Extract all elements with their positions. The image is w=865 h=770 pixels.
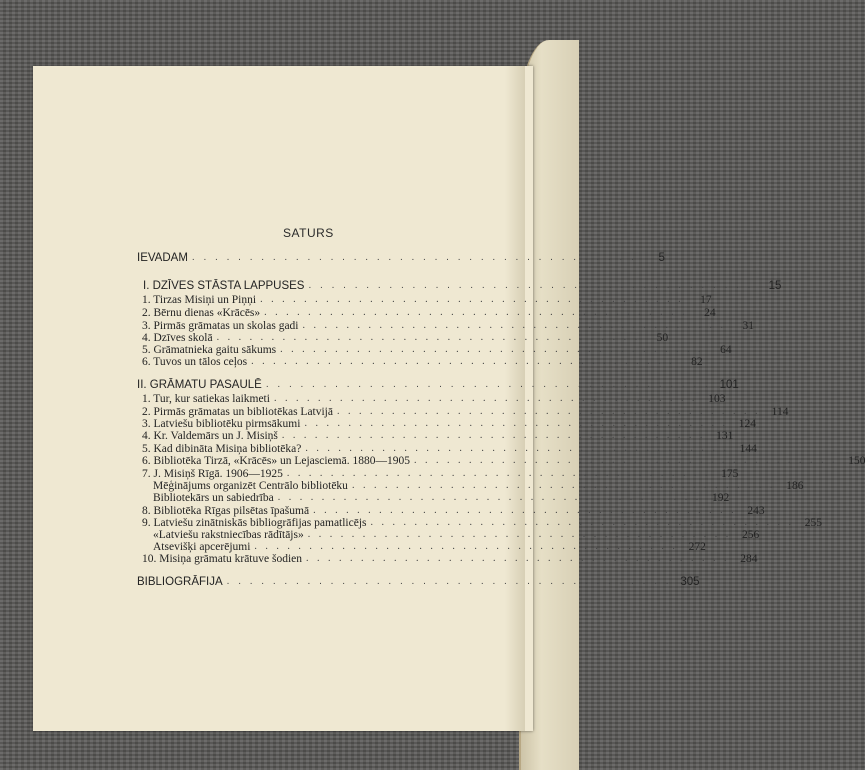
toc-entry-page-number: 24 bbox=[704, 307, 716, 319]
toc-entry-page-number: 256 bbox=[741, 529, 760, 541]
toc-entry bbox=[142, 428, 734, 442]
toc-entry-page-number: 144 bbox=[739, 443, 757, 455]
toc-entry-label: 5. Kad dibināta Misiņa bibliotēka? bbox=[142, 443, 302, 455]
toc-leader-dots: . . . . . . . . . . . . . . . . . . . . . . . . . . . . . . . . . . . . . . . bbox=[191, 252, 637, 263]
toc-entry-page-number: 82 bbox=[691, 356, 703, 368]
toc-entry-label: BIBLIOGRĀFIJA bbox=[137, 576, 223, 588]
toc-entry bbox=[142, 453, 865, 467]
toc-leader-dots: . . . . . . . . . . . . . . . . . . . . . . . . . . . . . . . . . . . . . . . bbox=[286, 468, 711, 479]
toc-entry-label: 2. Pirmās grāmatas un bibliotēkas Latvijā bbox=[142, 406, 333, 418]
toc-entry-label: 6. Tuvos un tālos ceļos bbox=[142, 356, 248, 368]
toc-entry-label: 6. Bibliotēka Tirzā, «Krācēs» un Lejasciemā. 1880—1905 bbox=[142, 455, 410, 467]
toc-entry bbox=[142, 391, 726, 405]
toc-entry-label: 3. Pirmās grāmatas un skolas gadi bbox=[142, 320, 299, 332]
toc-leader-dots: . . . . . . . . . . . . . . . . . . . . . . . . . . . . . . . . . . . . . . . bbox=[351, 480, 776, 491]
toc-leader-dots: . . . . . . . . . . . . . . . . . . . . . . . . . . . . . . . . . . . . . . . bbox=[304, 418, 728, 429]
toc-entry-label: Atsevišķi apcerējumi bbox=[153, 541, 251, 553]
toc-entry-page-number: 103 bbox=[708, 393, 726, 405]
toc-leader-dots: . . . . . . . . . . . . . . . . . . . . . . . . . . . . . . . . . . . . . . . bbox=[306, 553, 730, 564]
toc-entry-page-number: 5 bbox=[658, 252, 665, 264]
toc-leader-dots: . . . . . . . . . . . . . . . . . . . . . . . . . . . . . . . . . . . . . . . bbox=[265, 379, 711, 390]
toc-entry bbox=[153, 490, 730, 504]
toc-entry-page-number: 114 bbox=[771, 406, 789, 418]
toc-entry-label: 5. Grāmatnieka gaitu sākums bbox=[142, 344, 277, 356]
toc-leader-dots: . . . . . . . . . . . . . . . . . . . . . . . . . . . . . . . . . . . . . . . bbox=[313, 505, 737, 516]
toc-entry-label: 8. Bibliotēka Rīgas pilsētas īpašumā bbox=[142, 505, 310, 517]
toc-leader-dots: . . . . . . . . . . . . . . . . . . . . . . . . . . . . . . . . . . . . . . . bbox=[308, 280, 754, 291]
toc-entry-page-number: 15 bbox=[768, 280, 782, 292]
toc-entry-page-number: 101 bbox=[719, 379, 739, 391]
toc-leader-dots: . . . . . . . . . . . . . . . . . . . . . . . . . . . . . . . . . . . . . . . bbox=[281, 430, 706, 441]
toc-entry-label: «Latviešu rakstniecības rādītājs» bbox=[153, 529, 304, 541]
toc-leader-dots: . . . . . . . . . . . . . . . . . . . . . . . . . . . . . . . . . . . . . . . bbox=[413, 455, 838, 466]
toc-leader-dots: . . . . . . . . . . . . . . . . . . . . . . . . . . . . . . . . . . . . . . . bbox=[273, 393, 698, 404]
toc-entry-label: 1. Tirzas Misiņi un Piņņi bbox=[142, 294, 257, 306]
toc-entry bbox=[143, 278, 782, 292]
toc-entry-page-number: 186 bbox=[786, 480, 804, 492]
toc-leader-dots: . . . . . . . . . . . . . . . . . . . . . . . . . . . . . . . . . . . . . . . bbox=[302, 320, 727, 331]
toc-entry-page-number: 17 bbox=[700, 294, 712, 306]
toc-entry bbox=[142, 305, 716, 319]
toc-entry-page-number: 131 bbox=[716, 430, 734, 442]
toc-leader-dots: . . . . . . . . . . . . . . . . . . . . . . . . . . . . . . . . . . . . . . . bbox=[216, 332, 641, 343]
toc-leader-dots: . . . . . . . . . . . . . . . . . . . . . . . . . . . . . . . . . . . . . . . bbox=[226, 576, 672, 587]
toc-entry-page-number: 50 bbox=[656, 332, 669, 344]
toc-entry bbox=[142, 354, 703, 368]
toc-entry-label: 10. Misiņa grāmatu krātuve šodien bbox=[142, 553, 303, 565]
toc-entry-label: I. DZĪVES STĀSTA LAPPUSES bbox=[143, 280, 305, 292]
toc-entry-label: IEVADAM bbox=[137, 252, 188, 264]
toc-entry-label: Bibliotekārs un sabiedrība bbox=[153, 492, 274, 504]
toc-leader-dots: . . . . . . . . . . . . . . . . . . . . . . . . . . . . . . . . . . . . . . . bbox=[337, 406, 761, 417]
toc-entry-page-number: 192 bbox=[711, 492, 730, 504]
toc-entry-label: 2. Bērnu dienas «Krācēs» bbox=[142, 307, 261, 319]
toc-entry bbox=[137, 574, 700, 588]
toc-entry-label: 3. Latviešu bibliotēku pirmsākumi bbox=[142, 418, 301, 430]
toc-entry-page-number: 150 bbox=[848, 455, 865, 467]
toc-title: SATURS bbox=[283, 226, 334, 240]
toc-entry-page-number: 124 bbox=[738, 418, 756, 430]
toc-entry bbox=[142, 551, 758, 565]
toc-leader-dots: . . . . . . . . . . . . . . . . . . . . . . . . . . . . . . . . . . . . . . . bbox=[370, 517, 795, 528]
toc-entry bbox=[142, 292, 712, 306]
toc-leader-dots: . . . . . . . . . . . . . . . . . . . . . . . . . . . . . . . . . . . . . . . bbox=[277, 492, 702, 503]
toc-entry bbox=[137, 250, 665, 264]
toc-entry-label: 7. J. Misiņš Rīgā. 1906—1925 bbox=[142, 468, 283, 480]
toc-leader-dots: . . . . . . . . . . . . . . . . . . . . . . . . . . . . . . . . . . . . . . . bbox=[307, 529, 732, 540]
toc-entry bbox=[137, 377, 739, 391]
toc-leader-dots: . . . . . . . . . . . . . . . . . . . . . . . . . . . . . . . . . . . . . . . bbox=[305, 443, 729, 454]
toc-entry-label: Mēģinājums organizēt Centrālo bibliotēku bbox=[153, 480, 348, 492]
toc-leader-dots: . . . . . . . . . . . . . . . . . . . . . . . . . . . . . . . . . . . . . . . bbox=[254, 541, 678, 552]
toc-entry-page-number: 243 bbox=[747, 505, 765, 517]
toc-entry-label: 9. Latviešu zinātniskās bibliogrāfijas pamatlicējs bbox=[142, 517, 367, 529]
toc-leader-dots: . . . . . . . . . . . . . . . . . . . . . . . . . . . . . . . . . . . . . . . bbox=[280, 344, 704, 355]
toc-entry-page-number: 272 bbox=[688, 541, 706, 553]
toc-entry-label: 4. Dzīves skolā bbox=[142, 332, 213, 344]
toc-leader-dots: . . . . . . . . . . . . . . . . . . . . . . . . . . . . . . . . . . . . . . . bbox=[264, 307, 688, 318]
toc-entry-label: 1. Tur, kur satiekas laikmeti bbox=[142, 393, 270, 405]
toc-entry-page-number: 305 bbox=[680, 576, 700, 588]
toc-entry-label: II. GRĀMATU PASAULĒ bbox=[137, 379, 262, 391]
toc-entry-page-number: 31 bbox=[742, 320, 755, 332]
toc-entry-page-number: 175 bbox=[721, 468, 739, 480]
toc-leader-dots: . . . . . . . . . . . . . . . . . . . . . . . . . . . . . . . . . . . . . . . bbox=[251, 356, 675, 367]
toc-entry-label: 4. Kr. Valdemārs un J. Misiņš bbox=[142, 430, 278, 442]
toc-entry-page-number: 255 bbox=[804, 517, 823, 529]
toc-entry-page-number: 64 bbox=[720, 344, 732, 356]
toc-leader-dots: . . . . . . . . . . . . . . . . . . . . . . . . . . . . . . . . . . . . . . . bbox=[260, 294, 684, 305]
toc-entry-page-number: 284 bbox=[740, 553, 758, 565]
